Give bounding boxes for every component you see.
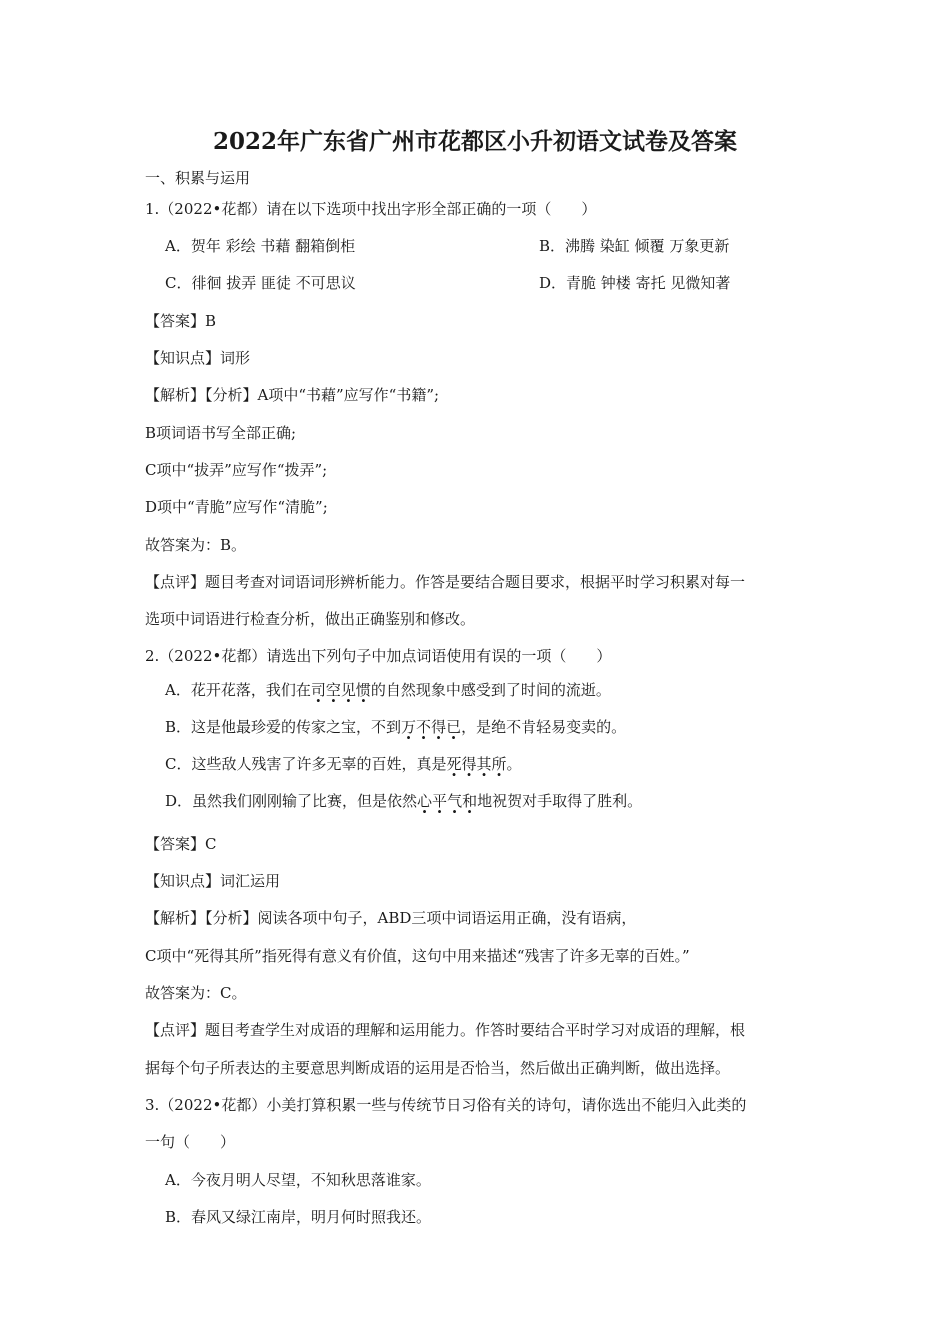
q2-option-d-pre: D．虽然我们刚刚输了比赛，但是依然 (165, 792, 418, 810)
q2-option-a-pre: A．花开花落，我们在 (165, 681, 311, 699)
q1-analysis-2: B项词语书写全部正确; (145, 424, 297, 442)
dotted-char: 已 (446, 718, 462, 736)
q1-conclusion: 故答案为：B。 (145, 536, 247, 554)
dotted-char: 得 (461, 755, 477, 773)
q1-analysis-3: C项中“拔弄”应写作“拨弄”; (145, 461, 328, 479)
q1-option-b: B．沸腾 染缸 倾覆 万象更新 (539, 237, 730, 255)
q1-option-c: C．徘徊 拔弄 匪徒 不可思议 (165, 274, 356, 292)
q2-conclusion: 故答案为：C。 (145, 984, 247, 1002)
dotted-char: 空 (325, 681, 341, 699)
q2-analysis-2: C项中“死得其所”指死得有意义有价值，这句中用来描述“残害了许多无辜的百姓。” (145, 947, 690, 965)
q2-comment-1: 【点评】题目考查学生对成语的理解和运用能力。作答时要结合平时学习对成语的理解，根 (145, 1021, 746, 1039)
q2-option-d-post: 地祝贺对手取得了胜利。 (477, 792, 643, 810)
dotted-char: 气 (447, 792, 463, 810)
q2-option-c-pre: C．这些敌人残害了许多无辜的百姓，真是 (165, 755, 447, 773)
q2-option-c-post: 。 (506, 755, 522, 773)
q2-comment-2: 据每个句子所表达的主要意思判断成语的运用是否恰当，然后做出正确判断，做出选择。 (145, 1059, 731, 1077)
dotted-char: 心 (417, 792, 433, 810)
q1-analysis-4: D项中“青脆”应写作“清脆”; (145, 498, 328, 516)
section-heading: 一、积累与运用 (145, 169, 251, 187)
dotted-char: 其 (476, 755, 492, 773)
q1-stem: 1.（2022•花都）请在以下选项中找出字形全部正确的一项（ ） (145, 200, 597, 218)
q2-option-b (165, 717, 626, 737)
q2-analysis-1: 【解析】【分析】阅读各项中句子，ABD三项中词语运用正确，没有语病， (145, 909, 637, 927)
q1-option-d: D．青脆 钟楼 寄托 见微知著 (539, 274, 731, 292)
q2-stem: 2.（2022•花都）请选出下列句子中加点词语使用有误的一项（ ） (145, 647, 612, 665)
dotted-char: 平 (432, 792, 448, 810)
dotted-char: 死 (446, 755, 462, 773)
q2-knowledge: 【知识点】词汇运用 (145, 872, 281, 890)
q1-comment-2: 选项中词语进行检查分析，做出正确鉴别和修改。 (145, 610, 476, 628)
dotted-char: 见 (340, 681, 356, 699)
dotted-char: 万 (401, 718, 417, 736)
q3-stem-2: 一句（ ） (145, 1133, 236, 1151)
q2-option-d (165, 791, 642, 811)
dotted-char: 不 (416, 718, 432, 736)
dotted-char: 所 (491, 755, 507, 773)
dotted-char: 惯 (355, 681, 371, 699)
q2-option-a (165, 680, 611, 700)
dotted-char: 得 (431, 718, 447, 736)
q1-analysis-1: 【解析】【分析】A项中“书藉”应写作“书籍”; (145, 386, 440, 404)
dotted-char: 和 (462, 792, 478, 810)
q3-option-b: B．春风又绿江南岸，明月何时照我还。 (165, 1208, 432, 1226)
q1-knowledge: 【知识点】词形 (145, 349, 251, 367)
q3-option-a: A．今夜月明人尽望，不知秋思落谁家。 (165, 1171, 431, 1189)
q3-stem-1: 3.（2022•花都）小美打算积累一些与传统节日习俗有关的诗句，请你选出不能归入此类的 (145, 1096, 747, 1114)
q1-option-a: A．贺年 彩绘 书藉 翻箱倒柜 (165, 237, 356, 255)
page-title: 2022年广东省广州市花都区小升初语文试卷及答案 (212, 128, 737, 155)
q2-option-b-pre: B．这是他最珍爱的传家之宝，不到 (165, 718, 402, 736)
q2-option-b-post: ，是绝不肯轻易变卖的。 (461, 718, 627, 736)
q2-answer: 【答案】C (145, 835, 217, 853)
q2-option-c (165, 754, 522, 774)
q2-option-a-post: 的自然现象中感受到了时间的流逝。 (370, 681, 611, 699)
dotted-char: 司 (310, 681, 326, 699)
q1-comment-1: 【点评】题目考查对词语词形辨析能力。作答是要结合题目要求，根据平时学习积累对每一 (145, 573, 746, 591)
q1-answer: 【答案】B (145, 312, 217, 330)
